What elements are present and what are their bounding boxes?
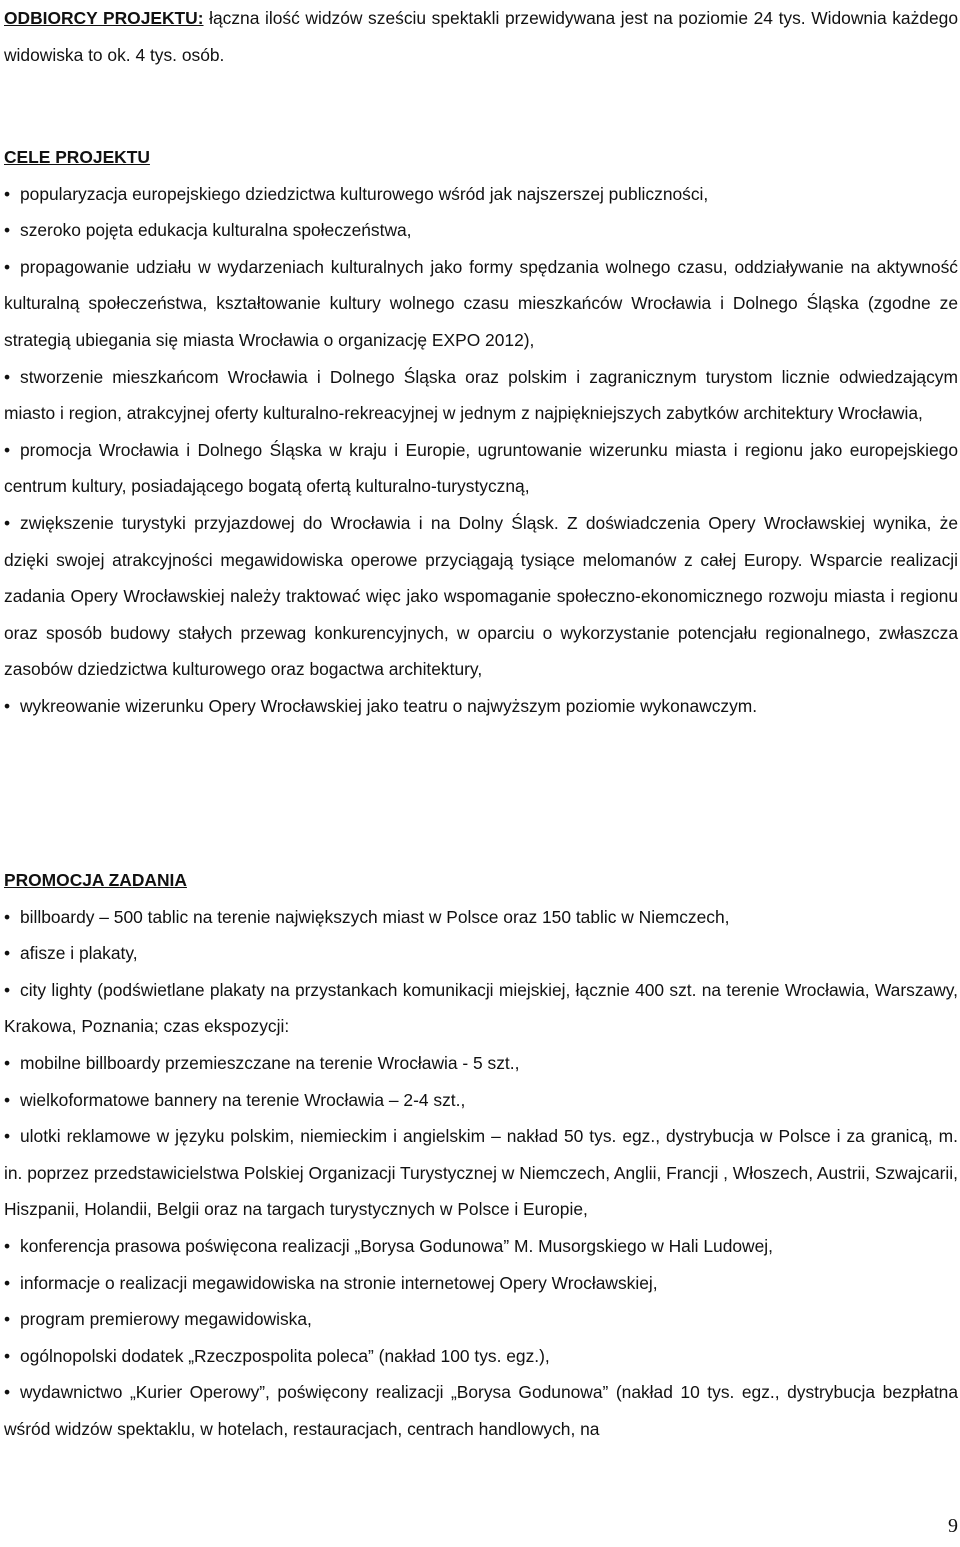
goal-item bbox=[4, 212, 958, 249]
audience-heading: ODBIORCY PROJEKTU: bbox=[4, 8, 204, 28]
promotion-item bbox=[4, 1228, 958, 1265]
audience-text: łączna ilość widzów sześciu spektakli przewidywana jest na poziomie 24 tys. Widownia każdego widowiska to ok. 4 tys. osób. bbox=[4, 8, 958, 65]
goals-section bbox=[4, 139, 958, 725]
goal-item bbox=[4, 249, 958, 359]
promotion-item-text: konferencja prasowa poświęcona realizacji „Borysa Godunowa” M. Musorgskiego w Hali Ludowej, bbox=[20, 1235, 773, 1256]
promotion-item bbox=[4, 935, 958, 972]
bullet-icon: • bbox=[4, 1345, 11, 1366]
promotion-item-text: afisze i plakaty, bbox=[20, 943, 138, 964]
promotion-heading: PROMOCJA ZADANIA bbox=[4, 870, 187, 890]
bullet-icon: • bbox=[4, 256, 11, 277]
goal-item-text: popularyzacja europejskiego dziedzictwa kulturowego wśród jak najszerszej publiczności, bbox=[20, 183, 709, 204]
promotion-item bbox=[4, 1082, 958, 1119]
goal-item-text: zwiększenie turystyki przyjazdowej do Wrocławia i na Dolny Śląsk. Z doświadczenia Opery Wrocławskiej wynika, że dzięki swojej atrakcyjności megawidowiska operowe przyciągają tysiące melomanów z całej Europy. Wsparcie realizacji zadania Opery Wrocławskiej należy traktować więc jako wspomaganie społeczno-ekonomicznego rozwoju miasta i regionu oraz sposób budowy stałych przewag konkurencyjnych, w oparciu o wykorzystanie potencjału regionalnego, zwłaszcza zasobów dziedzictwa kulturowego oraz bogactwa architektury, bbox=[4, 512, 958, 680]
promotion-item bbox=[4, 972, 958, 1045]
promotion-item bbox=[4, 1338, 958, 1375]
promotion-item-text: mobilne billboardy przemieszczane na terenie Wrocławia - 5 szt., bbox=[20, 1052, 520, 1073]
bullet-icon: • bbox=[4, 220, 11, 241]
goals-heading-line bbox=[4, 139, 958, 176]
bullet-icon: • bbox=[4, 979, 11, 1000]
bullet-icon: • bbox=[4, 1126, 11, 1147]
promotion-item bbox=[4, 1045, 958, 1082]
audience-paragraph bbox=[4, 0, 958, 73]
goal-item-text: wykreowanie wizerunku Opery Wrocławskiej jako teatru o najwyższym poziomie wykonawczym. bbox=[20, 695, 758, 716]
bullet-icon: • bbox=[4, 1309, 11, 1330]
promotion-heading-line bbox=[4, 862, 958, 899]
goal-item bbox=[4, 359, 958, 432]
audience-section bbox=[4, 0, 958, 73]
promotion-item bbox=[4, 1301, 958, 1338]
goal-item bbox=[4, 176, 958, 213]
goal-item bbox=[4, 688, 958, 725]
promotion-item-text: informacje o realizacji megawidowiska na stronie internetowej Opery Wrocławskiej, bbox=[20, 1272, 658, 1293]
promotion-item bbox=[4, 1118, 958, 1228]
bullet-icon: • bbox=[4, 1235, 11, 1256]
bullet-icon: • bbox=[4, 1382, 11, 1403]
bullet-icon: • bbox=[4, 1052, 11, 1073]
goal-item-text: promocja Wrocławia i Dolnego Śląska w kraju i Europie, ugruntowanie wizerunku miasta i regionu jako europejskiego centrum kultury, posiadającego bogatą ofertą kulturalno-turystyczną, bbox=[4, 439, 958, 497]
promotion-item-text: wydawnictwo „Kurier Operowy”, poświęcony realizacji „Borysa Godunowa” (nakład 10 tys. egz., dystrybucja bezpłatna wśród widzów spektaklu, w hotelach, restauracjach, centrach handlowych, na bbox=[4, 1382, 958, 1439]
bullet-icon: • bbox=[4, 906, 11, 927]
goals-heading: CELE PROJEKTU bbox=[4, 147, 150, 167]
promotion-item-text: billboardy – 500 tablic na terenie największych miast w Polsce oraz 150 tablic w Niemczech, bbox=[20, 906, 730, 927]
bullet-icon: • bbox=[4, 183, 11, 204]
bullet-icon: • bbox=[4, 695, 11, 716]
bullet-icon: • bbox=[4, 439, 11, 460]
promotion-item-text: ulotki reklamowe w języku polskim, niemieckim i angielskim – nakład 50 tys. egz., dystrybucja w Polsce i za granicą, m. in. poprzez przedstawicielstwa Polskiej Organizacji Turystycznej w Niemczech, Anglii, Francji , Włoszech, Austrii, Szwajcarii, Hiszpanii, Holandii, Belgii oraz na targach turystycznych w Polsce i Europie, bbox=[4, 1126, 958, 1220]
bullet-icon: • bbox=[4, 1272, 11, 1293]
bullet-icon: • bbox=[4, 1089, 11, 1110]
bullet-icon: • bbox=[4, 943, 11, 964]
bullet-icon: • bbox=[4, 366, 11, 387]
goal-item bbox=[4, 432, 958, 505]
goal-item-text: szeroko pojęta edukacja kulturalna społeczeństwa, bbox=[20, 220, 412, 241]
promotion-item-text: city lighty (podświetlane plakaty na przystankach komunikacji miejskiej, łącznie 400 szt. na terenie Wrocławia, Warszawy, Krakowa, Poznania; czas ekspozycji: bbox=[4, 979, 958, 1037]
goal-item-text: stworzenie mieszkańcom Wrocławia i Dolnego Śląska oraz polskim i zagranicznym turystom licznie odwiedzającym miasto i region, atrakcyjnej oferty kulturalno-rekreacyjnej w jednym z najpiękniejszych zabytków architektury Wrocławia, bbox=[4, 366, 958, 424]
promotion-section bbox=[4, 862, 958, 1448]
goal-item-text: propagowanie udziału w wydarzeniach kulturalnych jako formy spędzania wolnego czasu, oddziaływanie na aktywność kulturalną społeczeństwa, kształtowanie kultury wolnego czasu mieszkańców Wrocławia i Dolnego Śląska (zgodne ze strategią ubiegania się miasta Wrocławia o organizację EXPO 2012), bbox=[4, 256, 958, 350]
bullet-icon: • bbox=[4, 512, 11, 533]
promotion-item bbox=[4, 1374, 958, 1447]
promotion-item-text: wielkoformatowe bannery na terenie Wrocławia – 2-4 szt., bbox=[20, 1089, 466, 1110]
promotion-item-text: ogólnopolski dodatek „Rzeczpospolita poleca” (nakład 100 tys. egz.), bbox=[20, 1345, 550, 1366]
promotion-item bbox=[4, 1265, 958, 1302]
goal-item bbox=[4, 505, 958, 688]
page-number: 9 bbox=[948, 1515, 958, 1537]
promotion-item bbox=[4, 899, 958, 936]
promotion-item-text: program premierowy megawidowiska, bbox=[20, 1309, 312, 1330]
